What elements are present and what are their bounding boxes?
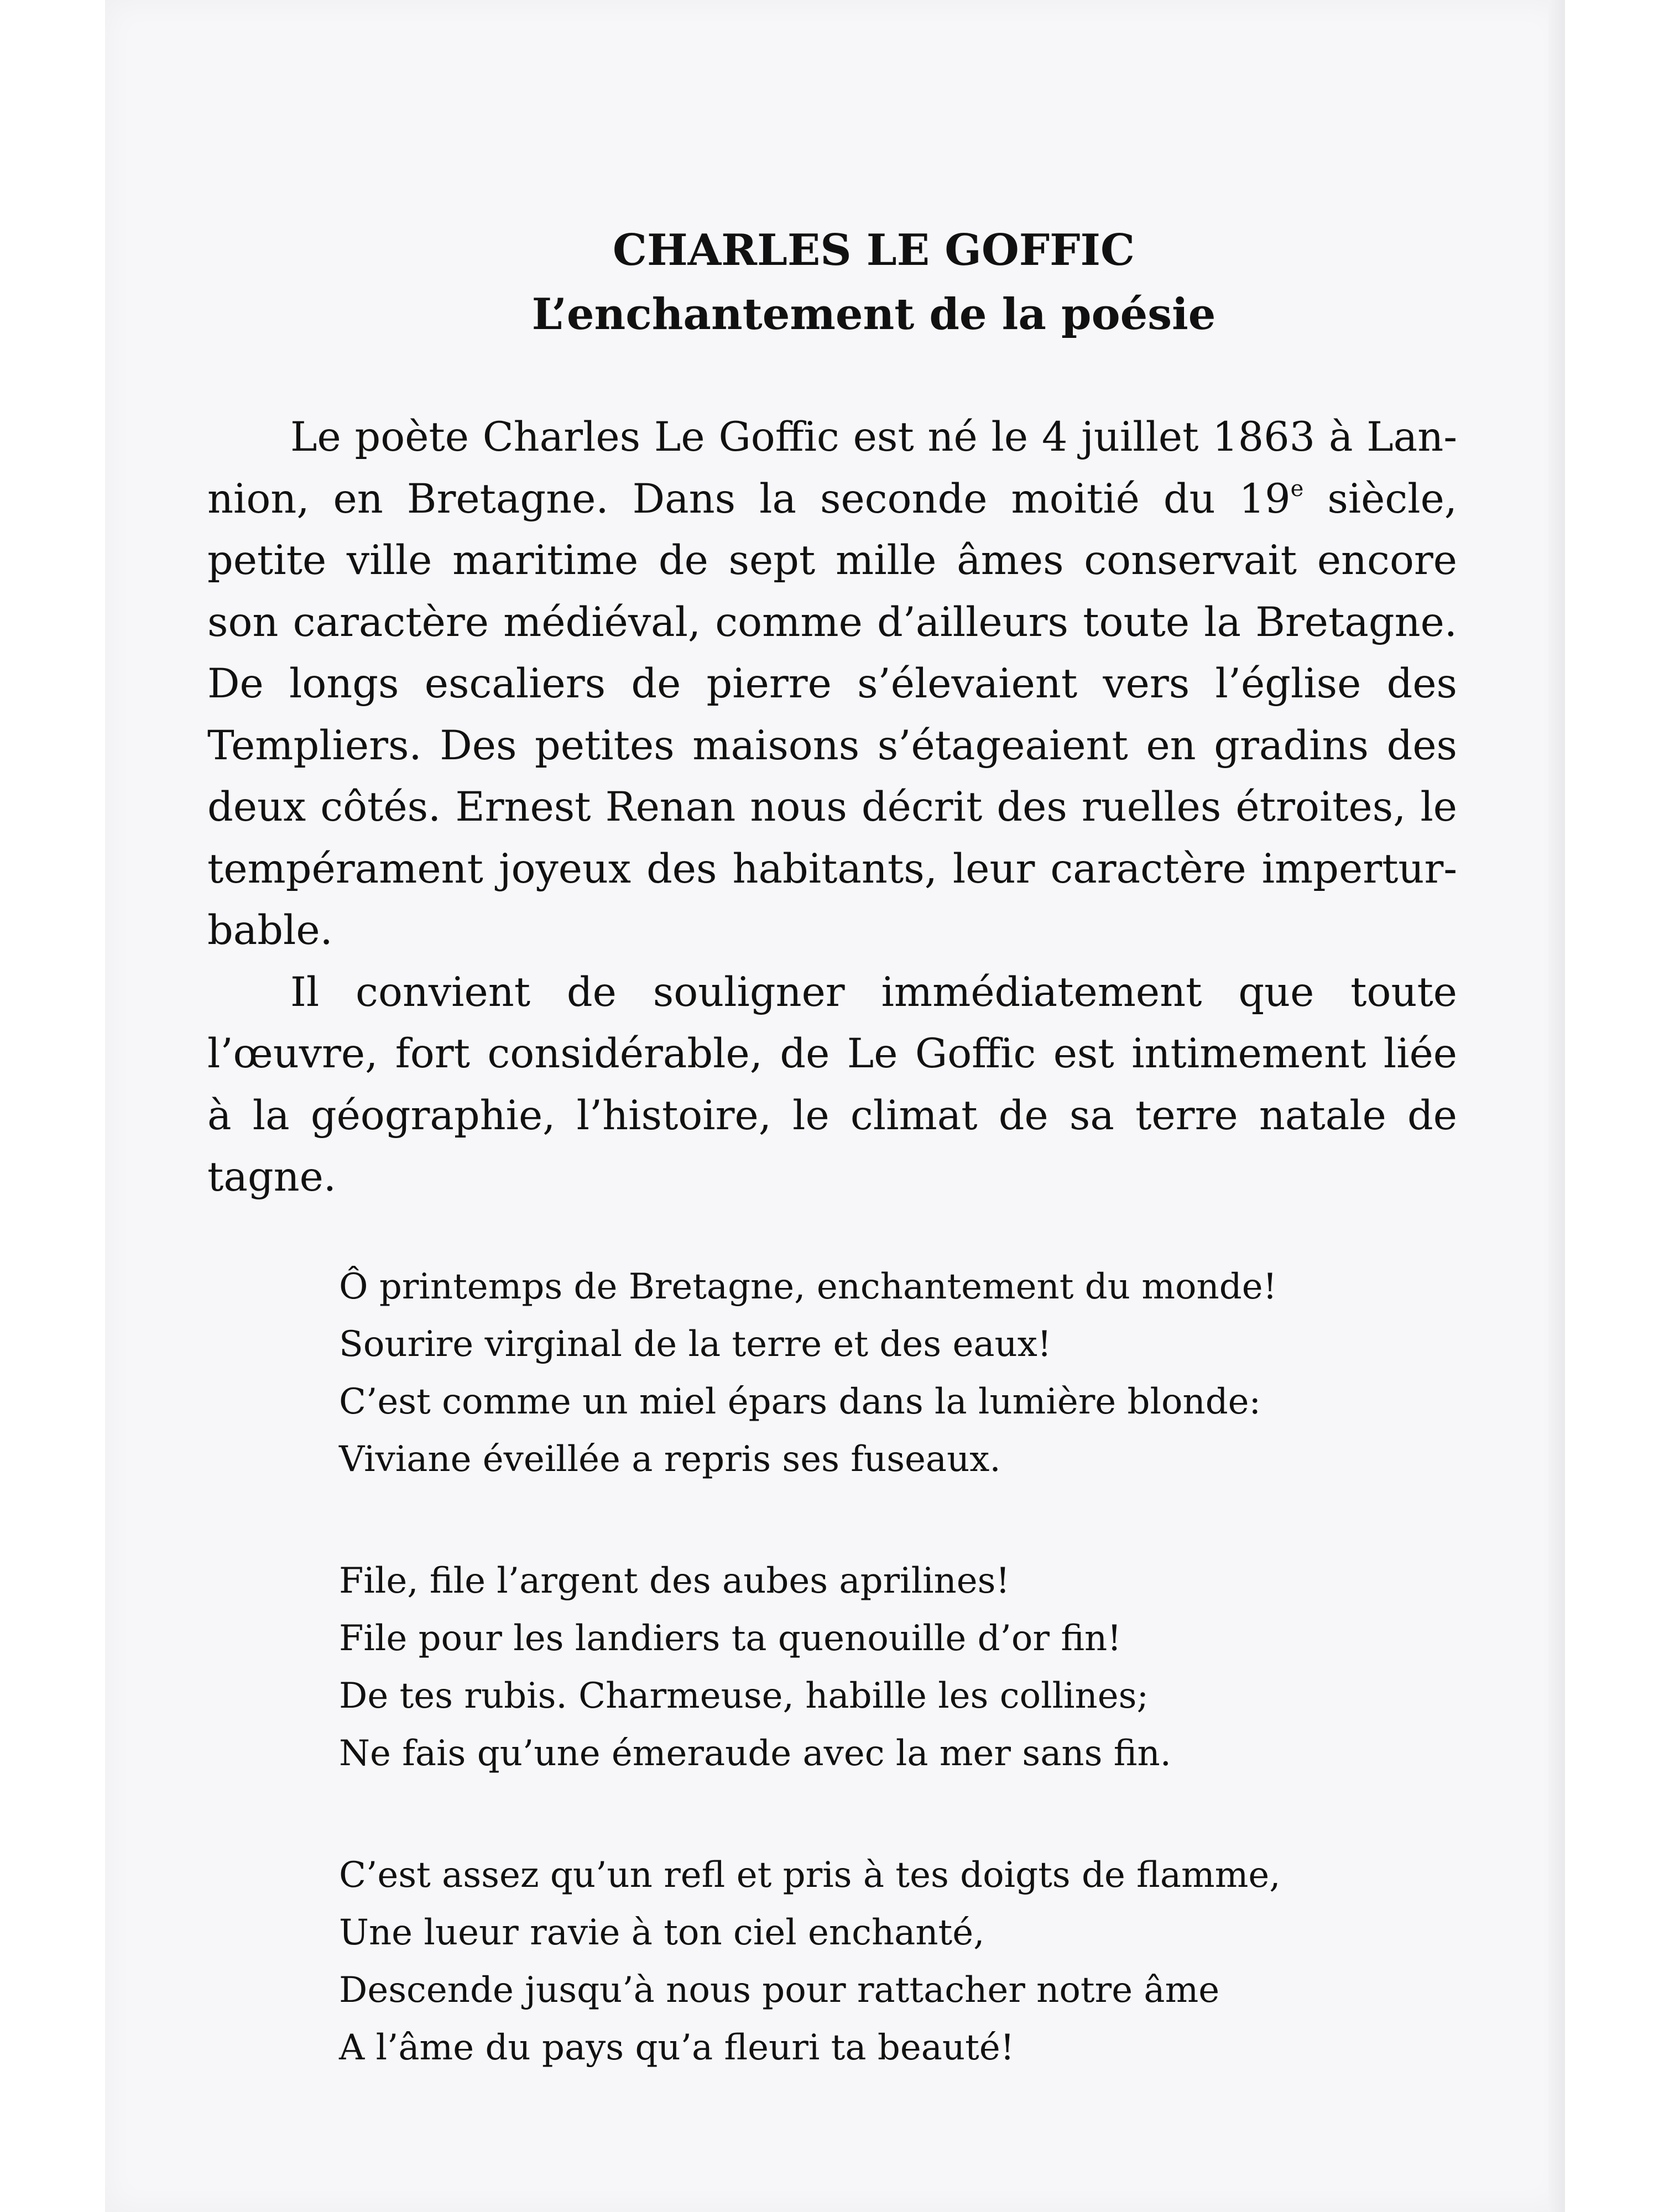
text-line: nion, en Bretagne. Dans la seconde moitié du 19e siècle, [207, 475, 1457, 523]
stanza-2 [339, 1552, 1500, 1782]
stanza-gap [339, 1488, 1500, 1552]
verse-line: Une lueur ravie à ton ciel enchanté, [339, 1912, 985, 1953]
chapter-heading [210, 218, 1537, 347]
text-line: Templiers. Des petites maisons s’étageaient en gradins des [207, 722, 1457, 769]
paragraph-1 [207, 406, 1457, 962]
page-edge [1548, 0, 1565, 2212]
paragraph-2 [207, 962, 1457, 1208]
verse-line: C’est assez qu’un refl et pris à tes doigts de flamme, [339, 1855, 1281, 1896]
text-line: tagne. [207, 1154, 337, 1201]
verse-line: A l’âme du pays qu’a fleuri ta beauté! [339, 2027, 1015, 2068]
text-line: deux côtés. Ernest Renan nous décrit des ruelles étroites, le [207, 784, 1457, 831]
superscript: e [1290, 476, 1304, 502]
text-line: tempérament joyeux des habitants, leur caractère impertur- [207, 845, 1457, 893]
verse-line: Ô printemps de Bretagne, enchantement du monde! [339, 1266, 1277, 1307]
verse-line: Ne fais qu’une émeraude avec la mer sans fin. [339, 1733, 1171, 1774]
poem [339, 1258, 1500, 2077]
author-title: CHARLES LE GOFFIC [612, 225, 1135, 275]
chapter-subtitle: L’enchantement de la poésie [531, 289, 1216, 340]
text-line: petite ville maritime de sept mille âmes conservait encore [207, 537, 1457, 584]
text-line: l’œuvre, fort considérable, de Le Goffic est intimement liée [207, 1030, 1457, 1077]
prose-body [207, 406, 1457, 1208]
verse-line: Viviane éveillée a repris ses fuseaux. [339, 1439, 1001, 1480]
verse-line: File pour les landiers ta quenouille d’or fin! [339, 1618, 1121, 1659]
verse-line: Sourire virginal de la terre et des eaux! [339, 1324, 1052, 1365]
text-line: son caractère médiéval, comme d’ailleurs toute la Bretagne. [207, 598, 1457, 646]
verse-line: File, file l’argent des aubes aprilines! [339, 1561, 1010, 1601]
text-line: De longs escaliers de pierre s’élevaient vers l’église des [207, 660, 1457, 707]
text-line: Il convient de souligner immédiatement que toute [290, 968, 1457, 1016]
stanza-1 [339, 1258, 1500, 1488]
text-line: à la géographie, l’histoire, le climat de sa terre natale de [207, 1092, 1457, 1139]
verse-line: C’est comme un miel épars dans la lumière blonde: [339, 1381, 1261, 1422]
stanza-gap [339, 1782, 1500, 1846]
text-line: bable. [207, 907, 333, 954]
text-line: Le poète Charles Le Goffic est né le 4 juillet 1863 à Lan- [290, 414, 1457, 461]
stanza-3 [339, 1846, 1500, 2077]
verse-line: De tes rubis. Charmeuse, habille les collines; [339, 1676, 1149, 1717]
verse-line: Descende jusqu’à nous pour rattacher notre âme [339, 1970, 1220, 2011]
